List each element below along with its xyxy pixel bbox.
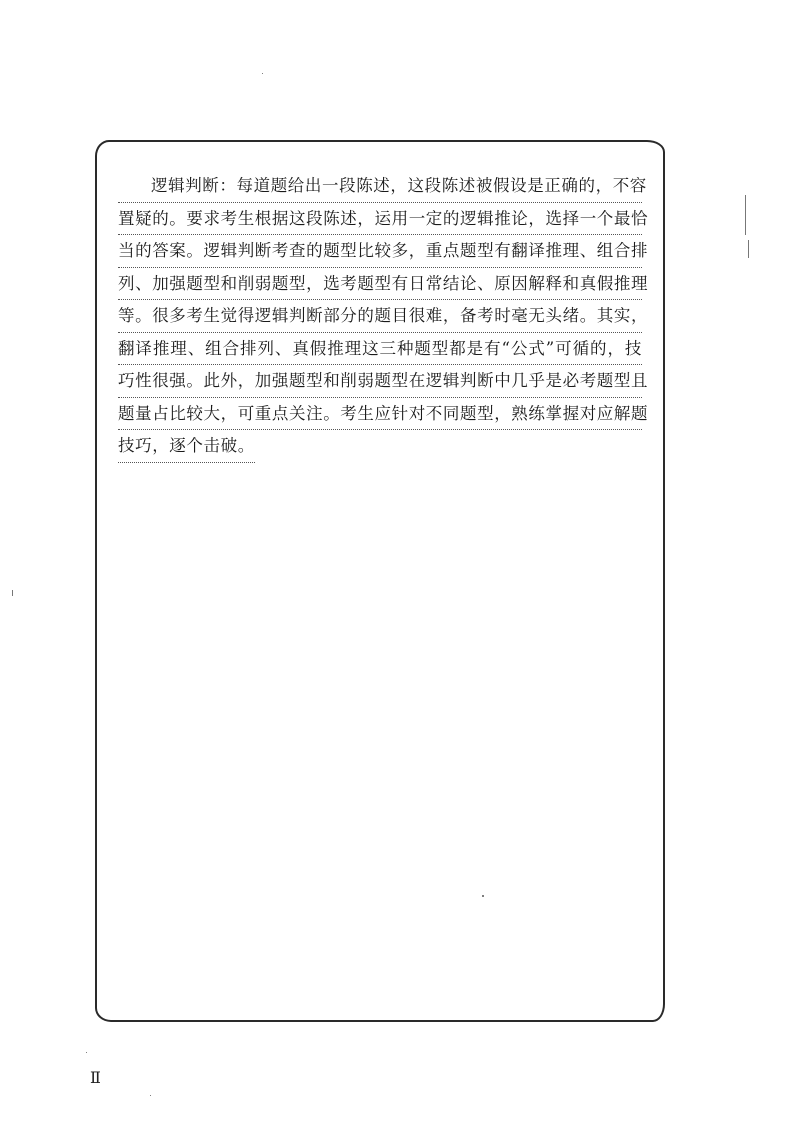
paragraph-line: 逻辑判断：每道题给出一段陈述，这段陈述被假设是正确的，不容 — [118, 170, 642, 203]
paragraph-line: 置疑的。要求考生根据这段陈述，运用一定的逻辑推论，选择一个最恰 — [118, 203, 642, 236]
paragraph-line: 列、加强题型和削弱题型，选考题型有日常结论、原因解释和真假推理 — [118, 268, 642, 301]
scan-edge-mark — [748, 240, 749, 258]
paragraph-line: 翻译推理、组合排列、真假推理这三种题型都是有“公式”可循的，技 — [118, 333, 642, 366]
scan-edge-mark — [12, 590, 13, 596]
paragraph-line: 巧性很强。此外，加强题型和削弱题型在逻辑判断中几乎是必考题型且 — [118, 365, 642, 398]
scan-speck — [262, 73, 263, 74]
paragraph-line: 题量占比较大，可重点关注。考生应针对不同题型，熟练掌握对应解题 — [118, 398, 642, 431]
page-number: Ⅱ — [90, 1068, 101, 1087]
body-paragraph — [118, 170, 649, 463]
scan-speck — [482, 895, 484, 897]
paragraph-line: 当的答案。逻辑判断考查的题型比较多，重点题型有翻译推理、组合排 — [118, 235, 642, 268]
scan-edge-mark — [745, 195, 746, 235]
scan-speck — [86, 1052, 87, 1053]
paragraph-line: 技巧，逐个击破。 — [118, 430, 255, 463]
scan-speck — [150, 1095, 151, 1096]
paragraph-line: 等。很多考生觉得逻辑判断部分的题目很难，备考时毫无头绪。其实， — [118, 300, 642, 333]
